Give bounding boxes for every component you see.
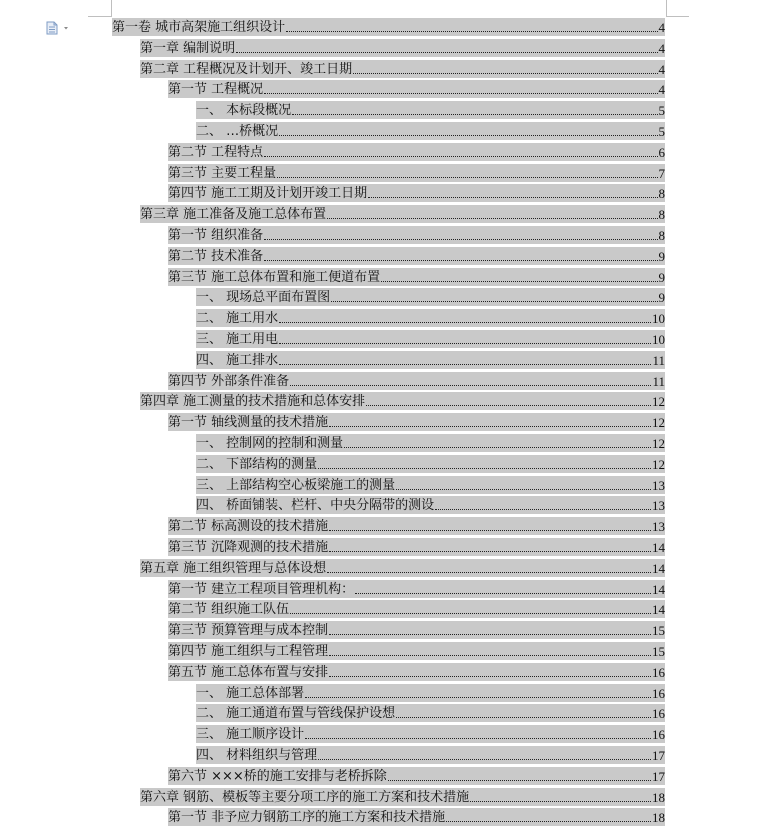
page-corner-marker — [88, 16, 111, 17]
toc-entry[interactable] — [196, 309, 665, 327]
toc-dot-leader — [318, 758, 651, 760]
toc-dot-leader — [279, 321, 651, 323]
toc-entry-title: 第四节 施工组织与工程管理 — [168, 644, 329, 659]
toc-dot-leader — [329, 425, 651, 427]
toc-entry-title: 一、 控制网的控制和测量 — [196, 436, 344, 451]
toc-dot-leader — [318, 467, 651, 469]
toc-entry[interactable] — [196, 101, 665, 119]
toc-entry-page-number: 6 — [658, 144, 665, 160]
toc-entry-page-number: 16 — [652, 706, 665, 722]
toc-dot-leader — [355, 592, 651, 594]
toc-entry[interactable] — [196, 725, 665, 743]
toc-dot-leader — [292, 113, 657, 115]
toc-dot-leader — [264, 92, 657, 94]
toc-entry-title: 三、 上部结构空心板梁施工的测量 — [196, 477, 396, 493]
toc-entry[interactable] — [168, 538, 665, 556]
toc-dot-leader — [327, 217, 657, 219]
toc-entry[interactable] — [112, 18, 665, 36]
toc-entry-page-number: 12 — [652, 436, 665, 451]
toc-dot-leader — [277, 176, 657, 178]
toc-dot-leader — [236, 51, 657, 53]
toc-entry-page-number: 12 — [652, 456, 665, 472]
toc-entry-title: 四、 材料组织与管理 — [196, 748, 318, 763]
toc-entry-title: 一、 施工总体部署 — [196, 685, 305, 701]
toc-dot-leader — [329, 633, 651, 635]
toc-entry-title: 第一节 轴线测量的技术措施 — [168, 415, 329, 431]
toc-entry[interactable] — [196, 288, 665, 306]
toc-entry-title: 第三节 预算管理与成本控制 — [168, 623, 329, 639]
toc-entry-page-number: 17 — [652, 748, 665, 763]
toc-entry[interactable] — [140, 60, 665, 78]
toc-entry-title: 第三章 施工准备及施工总体布置 — [140, 207, 327, 223]
toc-dot-leader — [366, 404, 651, 406]
toc-entry[interactable] — [168, 268, 665, 286]
toc-entry[interactable] — [168, 517, 665, 535]
toc-entry-title: 二、 施工用水 — [196, 311, 279, 327]
toc-entry-page-number: 11 — [652, 352, 665, 368]
toc-entry[interactable] — [168, 247, 665, 265]
toc-entry-title: 第二节 工程特点 — [168, 144, 264, 160]
toc-entry[interactable] — [168, 80, 665, 98]
toc-entry-page-number: 14 — [652, 540, 665, 555]
document-options-icon[interactable] — [46, 20, 74, 34]
toc-entry-page-number: 8 — [658, 186, 665, 202]
toc-dot-leader — [279, 134, 657, 136]
toc-entry-title: 三、 施工顺序设计 — [196, 727, 305, 743]
toc-entry-page-number: 14 — [652, 560, 665, 576]
toc-entry-title: 第三节 施工总体布置和施工便道布置 — [168, 269, 381, 285]
toc-dot-leader — [264, 155, 657, 157]
toc-entry-page-number: 14 — [652, 602, 665, 618]
toc-entry-page-number: 16 — [652, 664, 665, 680]
toc-entry[interactable] — [140, 205, 665, 223]
toc-dot-leader — [381, 280, 657, 282]
toc-entry-page-number: 16 — [652, 685, 665, 701]
toc-entry-title: 第三节 主要工程量 — [168, 165, 277, 181]
toc-entry-title: 第二章 工程概况及计划开、竣工日期 — [140, 61, 353, 77]
toc-entry-title: 二、 施工通道布置与管线保护设想 — [196, 706, 396, 722]
toc-dot-leader — [327, 571, 651, 573]
toc-entry[interactable] — [168, 372, 665, 390]
toc-entry[interactable] — [168, 663, 665, 681]
toc-entry[interactable] — [196, 122, 665, 140]
toc-entry-page-number: 15 — [652, 623, 665, 639]
toc-entry-title: 第三节 沉降观测的技术措施 — [168, 540, 329, 555]
toc-entry-title: 第一节 建立工程项目管理机构： — [168, 581, 355, 597]
toc-entry-page-number: 17 — [652, 768, 665, 784]
toc-entry[interactable] — [196, 434, 665, 452]
toc-dot-leader — [329, 654, 651, 656]
page-corner-marker — [666, 16, 689, 17]
toc-entry-page-number: 4 — [658, 61, 665, 77]
toc-entry[interactable] — [196, 684, 665, 702]
toc-entry-title: 第四章 施工测量的技术措施和总体安排 — [140, 394, 366, 410]
toc-entry-page-number: 9 — [658, 290, 665, 306]
toc-entry-page-number: 14 — [652, 581, 665, 597]
toc-dot-leader — [264, 238, 657, 240]
toc-dot-leader — [470, 800, 651, 802]
toc-entry[interactable] — [196, 496, 665, 514]
toc-entry[interactable] — [140, 392, 665, 410]
toc-entry-title: 第一卷 城市高架施工组织设计 — [112, 20, 286, 35]
toc-entry-page-number: 9 — [658, 269, 665, 285]
toc-entry-page-number: 4 — [658, 40, 665, 56]
toc-entry[interactable] — [196, 351, 665, 369]
toc-entry[interactable] — [168, 143, 665, 161]
toc-entry[interactable] — [140, 788, 665, 806]
toc-entry-page-number: 12 — [652, 415, 665, 431]
toc-entry-title: 四、 桥面铺装、栏杆、中央分隔带的测设 — [196, 498, 435, 514]
toc-dot-leader — [290, 384, 651, 386]
toc-dot-leader — [290, 612, 651, 614]
toc-entry[interactable] — [168, 621, 665, 639]
toc-entry-page-number: 16 — [652, 727, 665, 743]
toc-entry[interactable] — [168, 767, 665, 785]
toc-entry-page-number: 10 — [652, 311, 665, 327]
toc-entry-page-number: 4 — [658, 82, 665, 98]
toc-entry[interactable] — [140, 559, 665, 577]
toc-dot-leader — [368, 196, 657, 198]
toc-entry[interactable] — [168, 226, 665, 244]
toc-entry-title: 第四节 施工工期及计划开竣工日期 — [168, 186, 368, 202]
toc-entry-page-number: 4 — [658, 20, 665, 35]
toc-entry-title: 第六节 ×××桥的施工安排与老桥拆除 — [168, 768, 387, 784]
toc-entry[interactable] — [196, 746, 665, 764]
toc-entry[interactable] — [168, 580, 665, 598]
page-corner-marker — [666, 0, 667, 17]
toc-entry[interactable] — [140, 39, 665, 57]
toc-entry-title: 三、 施工用电 — [196, 332, 279, 347]
toc-entry-title: 第四节 外部条件准备 — [168, 373, 290, 389]
toc-entry-title: 第五节 施工总体布置与安排 — [168, 664, 329, 680]
toc-entry-page-number: 10 — [652, 332, 665, 347]
toc-dot-leader — [305, 737, 651, 739]
toc-entry[interactable] — [168, 642, 665, 660]
toc-entry-title: 第二节 组织施工队伍 — [168, 602, 290, 618]
toc-entry-title: 第六章 钢筋、模板等主要分项工序的施工方案和技术措施 — [140, 789, 470, 805]
toc-dot-leader — [279, 363, 651, 365]
toc-entry-page-number: 7 — [658, 165, 665, 181]
toc-entry-page-number: 5 — [658, 124, 665, 139]
toc-dot-leader — [331, 300, 657, 302]
toc-entry[interactable] — [196, 330, 665, 348]
toc-dot-leader — [344, 446, 651, 448]
toc-entry[interactable] — [196, 704, 665, 722]
page-corner-marker — [111, 0, 112, 17]
toc-entry[interactable] — [168, 164, 665, 182]
toc-entry[interactable] — [168, 184, 665, 202]
toc-dot-leader — [353, 72, 657, 74]
toc-dot-leader — [396, 488, 651, 490]
toc-dot-leader — [329, 550, 651, 552]
toc-entry-page-number: 8 — [658, 207, 665, 223]
toc-dot-leader — [305, 696, 651, 698]
toc-entry-title: 第二节 技术准备 — [168, 248, 264, 264]
toc-entry-page-number: 8 — [658, 228, 665, 243]
toc-entry-page-number: 18 — [652, 810, 665, 826]
toc-entry[interactable] — [196, 476, 665, 494]
toc-dot-leader — [435, 508, 651, 510]
toc-entry-page-number: 15 — [652, 644, 665, 659]
toc-dot-leader — [446, 820, 651, 822]
toc-entry-title: 第五章 施工组织管理与总体设想 — [140, 560, 327, 576]
toc-entry-title: 一、 本标段概况 — [196, 103, 292, 119]
toc-entry-page-number: 12 — [652, 394, 665, 410]
toc-dot-leader — [279, 342, 651, 344]
toc-entry-title: 第一节 工程概况 — [168, 82, 264, 98]
toc-entry-page-number: 13 — [652, 498, 665, 514]
toc-entry-page-number: 13 — [652, 477, 665, 493]
toc-entry-title: 二、 下部结构的测量 — [196, 456, 318, 472]
toc-entry-title: 二、 …桥概况 — [196, 124, 279, 139]
toc-entry-title: 第一章 编制说明 — [140, 40, 236, 56]
toc-entry[interactable] — [168, 808, 665, 826]
toc-entry-title: 一、 现场总平面布置图 — [196, 290, 331, 306]
toc-entry-page-number: 18 — [652, 789, 665, 805]
toc-entry-title: 第二节 标高测设的技术措施 — [168, 519, 329, 535]
toc-dot-leader — [264, 259, 657, 261]
toc-dot-leader — [329, 675, 651, 677]
toc-entry[interactable] — [168, 600, 665, 618]
toc-dot-leader — [286, 30, 657, 32]
toc-entry-title: 四、 施工排水 — [196, 352, 279, 368]
toc-entry[interactable] — [168, 413, 665, 431]
toc-entry-title: 第一节 组织准备 — [168, 228, 264, 243]
toc-entry[interactable] — [196, 455, 665, 473]
toc-dot-leader — [388, 779, 651, 781]
toc-dot-leader — [396, 716, 651, 718]
toc-entry-page-number: 9 — [658, 248, 665, 264]
toc-entry-page-number: 13 — [652, 519, 665, 535]
toc-entry-page-number: 5 — [658, 103, 665, 119]
toc-dot-leader — [329, 529, 651, 531]
toc-entry-page-number: 11 — [652, 373, 665, 389]
toc-entry-title: 第一节 非予应力钢筋工序的施工方案和技术措施 — [168, 810, 446, 826]
